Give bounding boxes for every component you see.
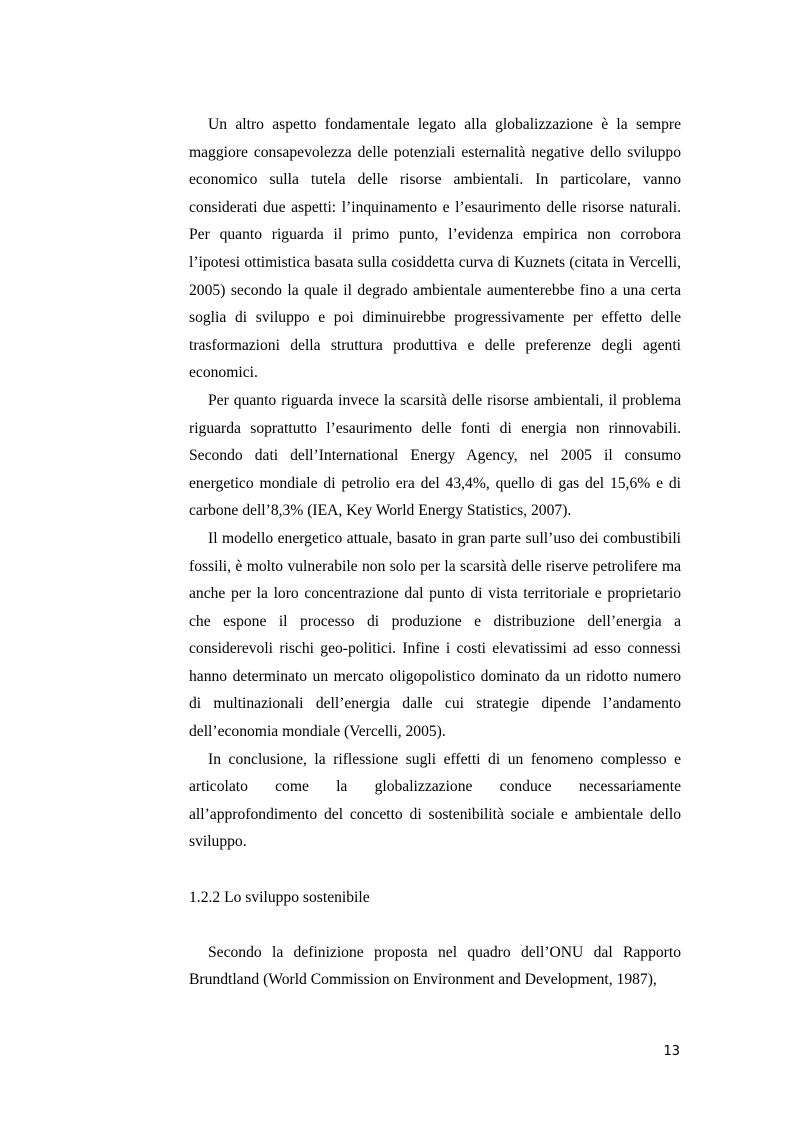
section-heading: 1.2.2 Lo sviluppo sostenibile [189,888,370,906]
body-text [189,111,681,994]
paragraph-resource-scarcity: Per quanto riguarda invece la scarsità delle risorse ambientali, il problema riguarda soprattutto l’esaurimento delle fonti di energia non rinnovabili. Secondo dati dell’International Energy Agency, nel 2005 il consumo energetico mondiale di petrolio era del 43,4%, quello di gas del 15,6% e di carbone dell’8,3% (IEA, Key World Energy Statistics, 2007). [189,391,681,520]
paragraph-globalization-environment: Un altro aspetto fondamentale legato alla globalizzazione è la sempre maggiore consapevolezza delle potenziali esternalità negative dello sviluppo economico sulla tutela delle risorse ambientali. In particolare, vanno considerati due aspetti: l’inquinamento e l’esaurimento delle risorse naturali. Per quanto riguarda il primo punto, l’evidenza empirica non corrobora l’ipotesi ottimistica basata sulla cosiddetta curva di Kuznets (citata in Vercelli, 2005) secondo la quale il degrado ambientale aumenterebbe fino a una certa soglia di sviluppo e poi diminuirebbe progressivamente per effetto delle trasformazioni della struttura produttiva e delle preferenze degli agenti economici. [189,116,681,382]
paragraph-energy-model: Il modello energetico attuale, basato in gran parte sull’uso dei combustibili fossili, è molto vulnerabile non solo per la scarsità delle riserve petrolifere ma anche per la loro concentrazione dal punto di vista territoriale e proprietario che espone il processo di produzione e distribuzione dell’energia a considerevoli rischi geo-politici. Infine i costi elevatissimi ad esso connessi hanno determinato un mercato oligopolistico dominato da un ridotto numero di multinazionali dell’energia dalle cui strategie dipende l’andamento dell’economia mondiale (Vercelli, 2005). [189,529,681,741]
page-number: 13 [663,1044,680,1059]
paragraph-conclusion: In conclusione, la riflessione sugli effetti di un fenomeno complesso e articolato come la globalizzazione conduce necessariamente all’approfondimento del concetto di sostenibilità sociale e ambientale dello sviluppo. [189,750,681,851]
paragraph-brundtland: Secondo la definizione proposta nel quadro dell’ONU dal Rapporto Brundtland (World Commission on Environment and Development, 1987), [189,943,681,989]
